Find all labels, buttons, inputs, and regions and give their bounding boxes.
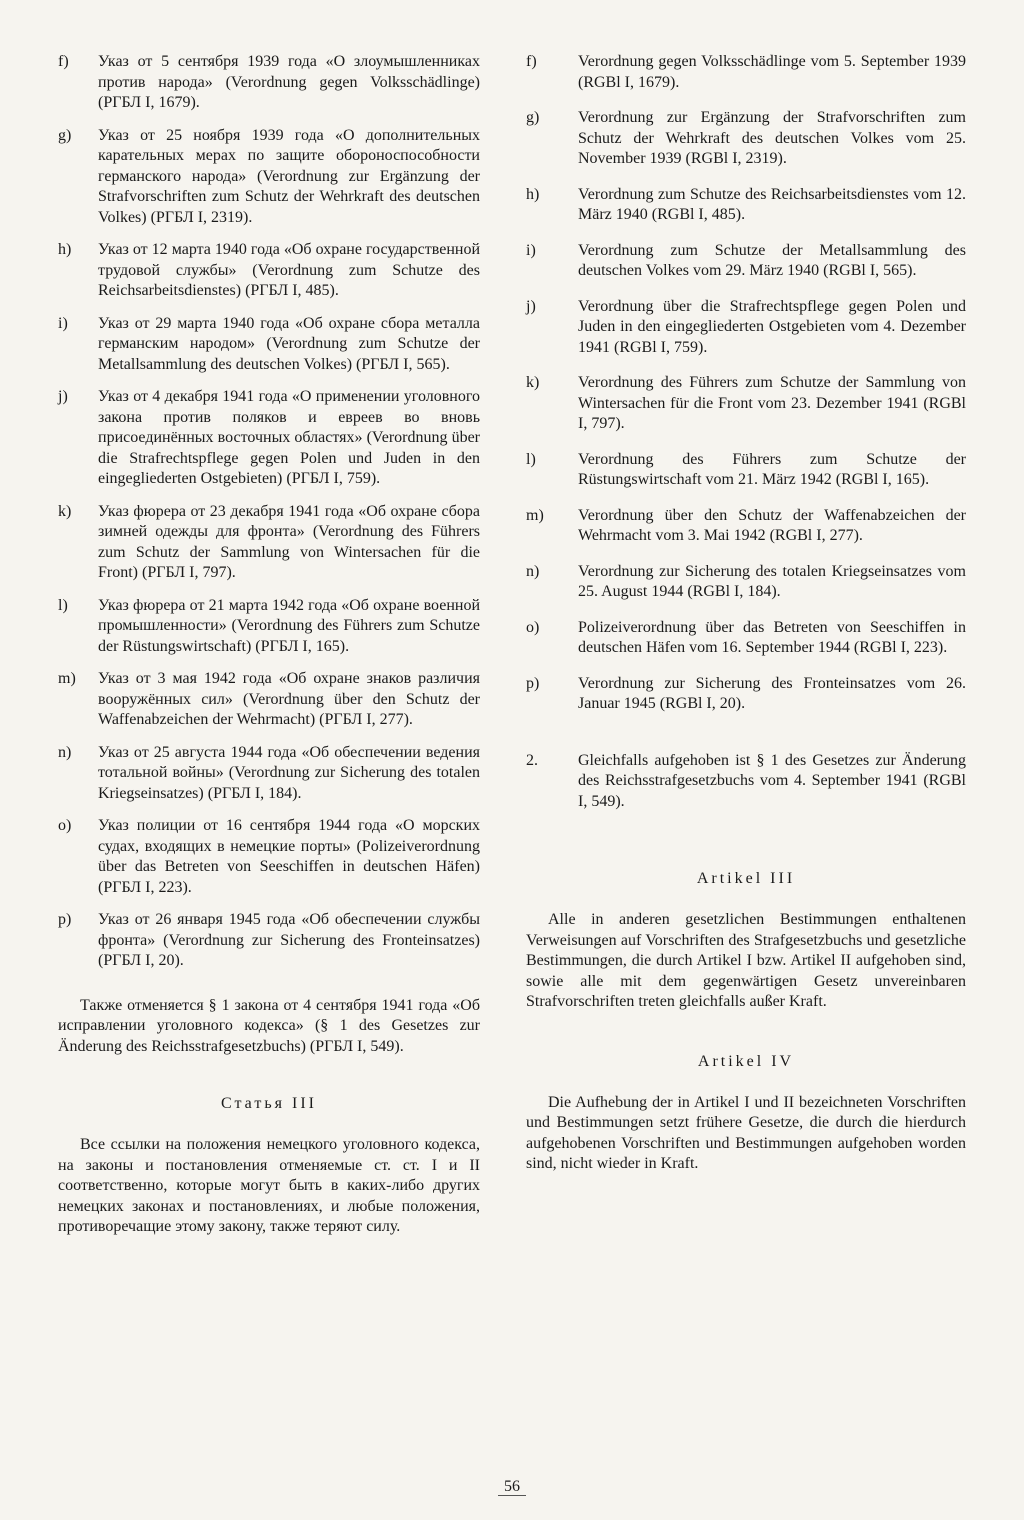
list-item bbox=[526, 373, 966, 435]
note-number: 2. bbox=[526, 751, 538, 769]
right-article-3-heading: Artikel III bbox=[696, 870, 796, 887]
item-label: f) bbox=[58, 53, 69, 70]
item-label: n) bbox=[526, 562, 540, 580]
item-text: Verordnung über den Schutz der Waffenabzeichen der Wehrmacht vom 3. Mai 1942 (RGBl I, 277). bbox=[578, 506, 966, 544]
item-label: p) bbox=[526, 674, 540, 692]
item-label: l) bbox=[526, 450, 536, 468]
list-item bbox=[58, 743, 480, 805]
item-label: o) bbox=[526, 618, 540, 636]
list-item bbox=[58, 816, 480, 898]
item-label: m) bbox=[526, 506, 544, 524]
list-item bbox=[58, 669, 480, 731]
right-repeal-note bbox=[526, 751, 966, 813]
item-label: k) bbox=[526, 374, 540, 391]
item-label: h) bbox=[58, 241, 72, 258]
item-label: o) bbox=[58, 817, 72, 834]
list-item bbox=[58, 596, 480, 658]
right-column-german bbox=[526, 52, 966, 1191]
item-text: Verordnung über die Strafrechtspflege gegen Polen und Juden in den eingegliederten Ostgebieten vom 4. Dezember 1941 (RGBl I, 759). bbox=[578, 297, 966, 356]
item-label: l) bbox=[58, 596, 68, 614]
list-item bbox=[526, 297, 966, 359]
item-label: h) bbox=[526, 185, 540, 203]
item-label: i) bbox=[58, 314, 68, 332]
page-number bbox=[0, 1478, 1024, 1496]
item-text: Указ от 3 мая 1942 года «Об охране знаков различия вооружённых сил» (Verordnung über den Schutz der Waffenabzeichen der Wehrmacht) (РГБЛ I, 277). bbox=[98, 670, 480, 728]
item-label: f) bbox=[526, 53, 537, 70]
item-label: k) bbox=[58, 502, 72, 520]
item-label: n) bbox=[58, 743, 72, 761]
item-text: Verordnung zur Ergänzung der Strafvorschriften zum Schutz der Wehrkraft des deutschen Volkes vom 25. November 1939 (RGBl I, 2319). bbox=[578, 109, 966, 167]
item-text: Указ от 29 марта 1940 года «Об охране сбора металла германским народом» (Verordnung zum Schutze der Metallsammlung des deutschen Volkes) (РГБЛ I, 565). bbox=[98, 314, 480, 373]
list-item bbox=[58, 910, 480, 972]
note-text: Gleichfalls aufgehoben ist § 1 des Gesetzes zur Änderung des Reichsstrafgesetzbuchs vom 4. September 1941 (RGBl I, 549). bbox=[578, 751, 966, 810]
item-text: Указ полиции от 16 сентября 1944 года «О морских судах, входящих в немецкие порты» (Polizeiverordnung über das Betreten von Seeschiffen in deutschen Häfen) (РГБЛ I, 223). bbox=[98, 817, 480, 896]
list-item bbox=[526, 185, 966, 226]
list-item bbox=[526, 450, 966, 491]
item-text: Указ от 26 января 1945 года «Об обеспечении службы фронта» (Verordnung zur Sicherung des Fronteinsatzes) (РГБЛ I, 20). bbox=[98, 911, 480, 969]
left-column-russian bbox=[58, 52, 480, 1254]
list-item bbox=[526, 506, 966, 547]
list-item bbox=[526, 241, 966, 282]
right-article-4-heading: Artikel IV bbox=[697, 1052, 795, 1070]
list-item bbox=[58, 502, 480, 584]
list-item bbox=[58, 126, 480, 229]
item-label: g) bbox=[58, 126, 72, 144]
right-article-3-text: Alle in anderen gesetzlichen Bestimmungen enthaltenen Verweisungen auf Vorschriften des Strafgesetzbuchs und gesetzliche Bestimmungen, die durch Artikel I bzw. Artikel II aufgehoben sind, sowie alle mit dem gegenwärtigen Gesetz unvereinbaren Strafvorschriften treten gleichfalls außer Kraft. bbox=[526, 911, 966, 1010]
item-text: Указ от 4 декабря 1941 года «О применении уголовного закона против поляков и евреев во вновь присоединённых восточных областях» (Verordnung über die Strafrechtspflege gegen Polen und Juden in den eingegliederten Ostgebieten) (РГБЛ I, 759). bbox=[98, 388, 480, 487]
item-label: j) bbox=[526, 297, 536, 315]
list-item bbox=[526, 618, 966, 659]
item-text: Verordnung gegen Volksschädlinge vom 5. September 1939 (RGBl I, 1679). bbox=[578, 53, 966, 91]
item-text: Указ фюрера от 23 декабря 1941 года «Об охране сбора зимней одежды для фронта» (Verordnung des Führers zum Schutz der Sammlung von Wintersachen für die Front) (РГБЛ I, 797). bbox=[98, 502, 480, 581]
item-text: Указ от 25 августа 1944 года «Об обеспечении ведения тотальной войны» (Verordnung zur Sicherung des totalen Kriegseinsatzes) (РГБЛ I, 184). bbox=[98, 743, 480, 802]
item-label: j) bbox=[58, 388, 68, 405]
item-text: Указ от 25 ноября 1939 года «О дополнительных карательных мерах по защите обороноспособности германского народа» (Verordnung zur Ergänzung der Strafvorschriften zum Schutz der Wehrkraft des deutschen Volkes) (РГБЛ I, 2319). bbox=[98, 126, 480, 226]
list-item bbox=[526, 674, 966, 715]
item-text: Verordnung zur Sicherung des Fronteinsatzes vom 26. Januar 1945 (RGBl I, 20). bbox=[578, 674, 966, 712]
item-label: g) bbox=[526, 109, 540, 126]
list-item bbox=[58, 314, 480, 376]
item-text: Verordnung zur Sicherung des totalen Kriegseinsatzes vom 25. August 1944 (RGBl I, 184). bbox=[578, 562, 966, 600]
item-text: Указ фюрера от 21 марта 1942 года «Об охране военной промышленности» (Verordnung des Führers zum Schutze der Rüstungswirtschaft) (РГБЛ I, 165). bbox=[98, 596, 480, 655]
page-number-text: 56 bbox=[498, 1478, 526, 1496]
list-item bbox=[526, 108, 966, 170]
item-label: m) bbox=[58, 670, 76, 687]
left-article-text: Все ссылки на положения немецкого уголовного кодекса, на законы и постановления отменяемые ст. ст. I и II соответственно, которые могут быть в каких-либо других немецких законах и постановлениях, и любые положения, противоречащие этому закону, также теряют силу. bbox=[58, 1136, 480, 1235]
left-repeal-note: Также отменяется § 1 закона от 4 сентября 1941 года «Об исправлении уголовного кодекса» (§ 1 des Gesetzes zur Änderung des Reichsstrafgesetzbuchs) (РГБЛ I, 549). bbox=[58, 996, 480, 1055]
item-label: i) bbox=[526, 241, 536, 259]
list-item bbox=[526, 562, 966, 603]
item-text: Указ от 5 сентября 1939 года «О злоумышленниках против народа» (Verordnung gegen Volksschädlinge) (РГБЛ I, 1679). bbox=[98, 53, 480, 111]
list-item bbox=[58, 52, 480, 114]
item-text: Verordnung des Führers zum Schutze der Sammlung von Wintersachen für die Front vom 23. Dezember 1941 (RGBl I, 797). bbox=[578, 374, 966, 432]
item-text: Verordnung zum Schutze des Reichsarbeitsdienstes vom 12. März 1940 (RGBl I, 485). bbox=[578, 185, 966, 223]
item-text: Verordnung zum Schutze der Metallsammlung des deutschen Volkes vom 29. März 1940 (RGBl I, 565). bbox=[578, 241, 966, 279]
item-text: Указ от 12 марта 1940 года «Об охране государственной трудовой службы» (Verordnung zum Schutze des Reichsarbeitsdienstes) (РГБЛ I, 485). bbox=[98, 241, 480, 299]
right-article-4-text: Die Aufhebung der in Artikel I und II bezeichneten Vorschriften und Bestimmungen setzt frühere Gesetze, die durch die hierdurch aufgehobenen Vorschriften und Bestimmungen aufgehoben worden sind, nicht wieder in Kraft. bbox=[526, 1093, 966, 1172]
item-text: Verordnung des Führers zum Schutze der Rüstungswirtschaft vom 21. März 1942 (RGBl I, 165). bbox=[578, 450, 966, 488]
list-item bbox=[526, 52, 966, 93]
left-article-heading: Статья III bbox=[221, 1095, 317, 1112]
item-text: Polizeiverordnung über das Betreten von Seeschiffen in deutschen Häfen vom 16. September 1944 (RGBl I, 223). bbox=[578, 618, 966, 656]
item-label: p) bbox=[58, 911, 72, 928]
list-item bbox=[58, 240, 480, 302]
right-item-list bbox=[526, 52, 966, 715]
list-item bbox=[58, 387, 480, 490]
left-item-list bbox=[58, 52, 480, 972]
